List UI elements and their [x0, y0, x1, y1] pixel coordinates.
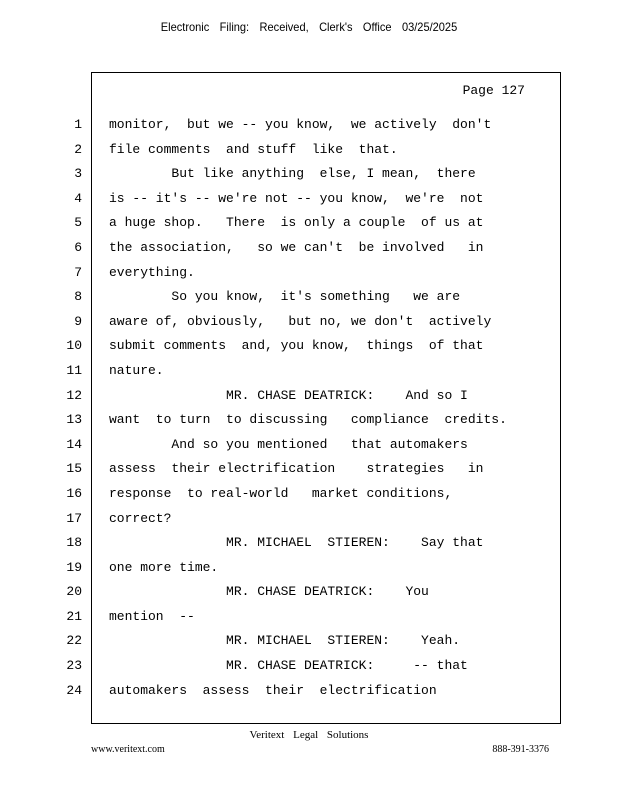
line-number: 4 — [74, 190, 82, 206]
transcript-line: correct? — [109, 510, 172, 526]
line-number: 15 — [66, 461, 82, 477]
line-number: 2 — [74, 141, 82, 157]
line-number: 19 — [66, 559, 82, 575]
line-number: 8 — [74, 289, 82, 305]
transcript-line: But like anything else, I mean, there — [109, 166, 476, 182]
line-number-column — [60, 113, 82, 703]
filing-header: Electronic Filing: Received, Clerk's Office 03/25/2025 — [160, 20, 458, 34]
transcript-line: So you know, it's something we are — [109, 289, 461, 305]
line-number: 22 — [66, 633, 82, 649]
transcript-line: everything. — [109, 264, 195, 280]
line-number: 17 — [66, 510, 82, 526]
transcript-line: response to real-world market conditions, — [109, 485, 453, 501]
transcript-line: a huge shop. There is only a couple of us at — [109, 215, 484, 231]
page-number: Page 127 — [462, 83, 525, 98]
transcript-line: automakers assess their electrification — [109, 682, 437, 698]
transcript-line: assess their electrification strategies in — [109, 461, 484, 477]
transcript-line: one more time. — [109, 559, 219, 575]
line-number: 20 — [66, 584, 82, 600]
transcript-line: And so you mentioned that automakers — [109, 436, 468, 452]
line-number: 12 — [66, 387, 82, 403]
line-number: 11 — [66, 362, 82, 378]
transcript-line: MR. MICHAEL STIEREN: Yeah. — [109, 633, 461, 649]
line-number: 7 — [74, 264, 82, 280]
line-number: 16 — [66, 485, 82, 501]
transcript-line: MR. CHASE DEATRICK: And so I — [109, 387, 468, 403]
line-number: 10 — [66, 338, 82, 354]
transcript-line: nature. — [109, 362, 164, 378]
transcript-line: want to turn to discussing compliance credits. — [109, 412, 507, 428]
line-number: 24 — [66, 682, 82, 698]
transcript-line: file comments and stuff like that. — [109, 141, 398, 157]
transcript-line: mention -- — [109, 608, 195, 624]
transcript-text-column — [109, 113, 549, 703]
line-number: 18 — [66, 535, 82, 551]
footer-phone: 888-391-3376 — [492, 744, 549, 755]
line-number: 3 — [74, 166, 82, 182]
transcript-line: aware of, obviously, but no, we don't actively — [109, 313, 492, 329]
transcript-line: submit comments and, you know, things of that — [109, 338, 484, 354]
line-number: 9 — [74, 313, 82, 329]
transcript-line: MR. MICHAEL STIEREN: Say that — [109, 535, 484, 551]
line-number: 13 — [66, 412, 82, 428]
line-number: 5 — [74, 215, 82, 231]
transcript-line: MR. CHASE DEATRICK: -- that — [109, 658, 468, 674]
transcript-line: monitor, but we -- you know, we actively don't — [109, 117, 492, 132]
transcript-line: MR. CHASE DEATRICK: You — [109, 584, 429, 600]
transcript-line: is -- it's -- we're not -- you know, we're not — [109, 190, 484, 206]
line-number: 1 — [74, 117, 82, 132]
transcript-line: the association, so we can't be involved in — [109, 239, 484, 255]
footer-company: Veritext Legal Solutions — [249, 729, 369, 741]
line-number: 6 — [74, 239, 82, 255]
line-number: 14 — [66, 436, 82, 452]
line-number: 23 — [66, 658, 82, 674]
footer-website: www.veritext.com — [91, 744, 165, 755]
line-number: 21 — [66, 608, 82, 624]
